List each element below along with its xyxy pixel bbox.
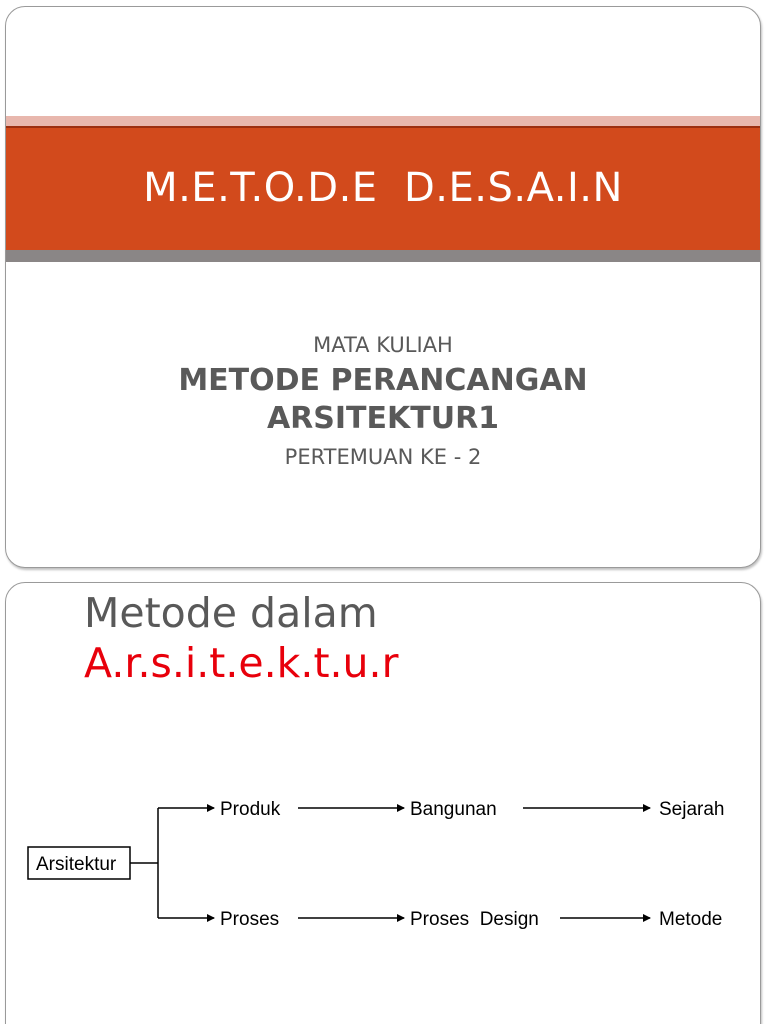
slide-heading: Metode dalam (84, 589, 378, 637)
node-metode: Metode (659, 909, 723, 930)
node-proses: Proses (220, 909, 280, 930)
slide-heading-accent: A.r.s.i.t.e.k.t.u.r (84, 639, 399, 687)
node-bangunan: Bangunan (410, 799, 497, 820)
subtitle-block (6, 332, 760, 470)
course-name-line2: ARSITEKTUR1 (266, 401, 500, 436)
title-slide (5, 6, 761, 568)
node-produk: Produk (220, 799, 281, 820)
root-label: Arsitektur (36, 854, 117, 875)
node-sejarah: Sejarah (659, 799, 725, 820)
slide-title: M.E.T.O.D.E D.E.S.A.I.N (143, 165, 623, 211)
course-label: MATA KULIAH (313, 333, 453, 357)
title-band-highlight (6, 116, 760, 126)
meeting-label: PERTEMUAN KE - 2 (284, 445, 482, 469)
title-band-shadow (6, 250, 760, 262)
course-name-line1: METODE PERANCANGAN (178, 363, 588, 398)
content-slide (5, 582, 761, 1024)
node-proses-design: Proses Design (410, 909, 539, 930)
method-diagram (6, 783, 761, 943)
